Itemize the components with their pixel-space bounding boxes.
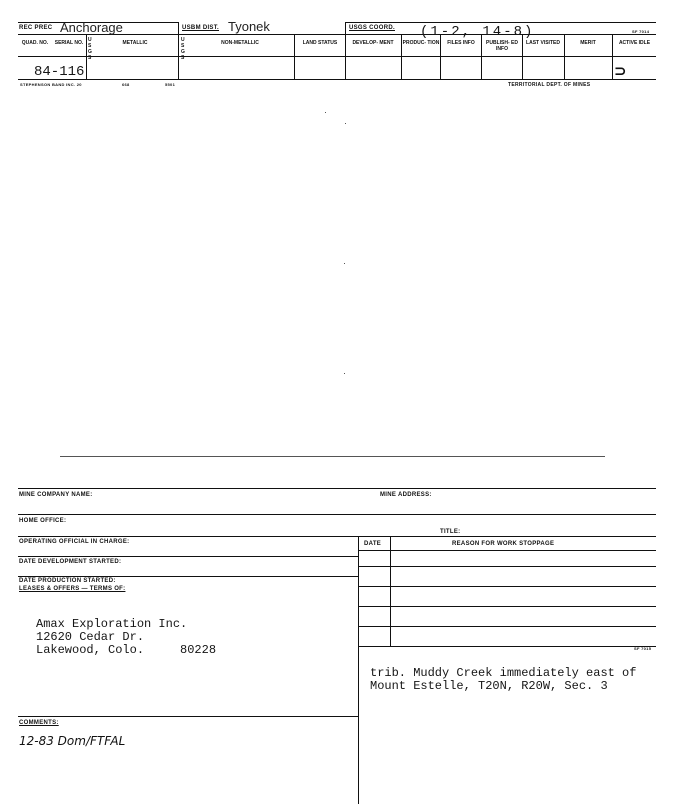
col-non-metallic: NON-METALLIC [221, 40, 259, 46]
col-merit: MERIT [580, 40, 596, 46]
top-card-bottom-rule [18, 79, 656, 80]
usgs-coord-label: USGS COORD. [349, 25, 395, 31]
scan-speck [325, 112, 326, 113]
rec-prec-label: REC PREC [19, 25, 53, 31]
printer-code-1: 668 [122, 82, 130, 87]
location-line: Mount Estelle, T20N, R20W, Sec. 3 [370, 679, 608, 693]
location-line: trib. Muddy Creek immediately east of [370, 666, 637, 680]
top-card-column-rule [18, 56, 656, 57]
scan-speck [345, 123, 346, 124]
col-land-status: LAND STATUS [302, 40, 338, 46]
date-column-header: DATE [364, 541, 382, 547]
quad-serial-value: 84-116 [34, 64, 85, 80]
mine-company-label: MINE COMPANY NAME: [19, 492, 93, 498]
reason-column-header: REASON FOR WORK STOPPAGE [452, 541, 555, 547]
territorial-dept-imprint: TERRITORIAL DEPT. OF MINES [508, 82, 591, 88]
scan-speck [344, 263, 345, 264]
bottom-card-top-edge [60, 456, 605, 457]
rec-prec-value: Anchorage [60, 20, 123, 35]
col-published-info: PUBLISH- ED INFO [486, 40, 518, 52]
col-files-info: FILES INFO [447, 40, 475, 46]
top-form-number: SF 7014 [632, 29, 650, 34]
leases-label: LEASES & OFFERS — TERMS OF: [19, 586, 126, 592]
col-serial-no: SERIAL NO. [54, 40, 84, 46]
col-quad-no: QUAD. NO. [21, 40, 49, 46]
top-card-top-rule-right [345, 22, 656, 23]
prod-started-label: DATE PRODUCTION STARTED: [19, 578, 116, 584]
lessee-line: Lakewood, Colo. 80228 [36, 643, 217, 657]
lessee-address [36, 618, 216, 657]
title-label: TITLE: [440, 529, 461, 535]
mine-address-label: MINE ADDRESS: [380, 492, 432, 498]
lessee-line: 12620 Cedar Dr. [36, 630, 145, 644]
col-metallic: METALLIC [122, 40, 148, 46]
active-idle-mark: ⊃ [614, 62, 627, 80]
col-active-idle: ACTIVE IDLE [618, 40, 651, 46]
usbm-dist-label: USBM DIST. [182, 25, 220, 31]
home-office-label: HOME OFFICE: [19, 518, 67, 524]
printer-imprint: STEPHENSON BAND INC. 20 [20, 82, 82, 87]
col-usgs-2: U S G S [181, 37, 185, 61]
location-description [370, 667, 636, 693]
scan-speck [344, 373, 345, 374]
operating-official-label: OPERATING OFFICIAL IN CHARGE: [19, 539, 130, 545]
usgs-coord-value: (1-2, 14-8) [420, 24, 535, 40]
lessee-line: Amax Exploration Inc. [36, 617, 188, 631]
col-production: PRODUC- TION [402, 40, 440, 46]
date-column-divider [390, 536, 391, 646]
comments-value: 12-83 Dom/FTFAL [19, 734, 126, 748]
usbm-dist-value: Tyonek [228, 19, 270, 34]
dev-started-label: DATE DEVELOPMENT STARTED: [19, 559, 122, 565]
printer-code-2: 5501 [165, 82, 176, 87]
comments-label: COMMENTS: [19, 720, 59, 726]
bottom-card-divider [358, 536, 359, 804]
bottom-card-row-rule-1 [18, 488, 656, 489]
bottom-form-number: SF 7015 [634, 646, 652, 651]
col-usgs-1: U S G S [88, 37, 92, 61]
col-development: DEVELOP- MENT [352, 40, 394, 46]
col-last-visited: LAST VISITED [526, 40, 560, 46]
